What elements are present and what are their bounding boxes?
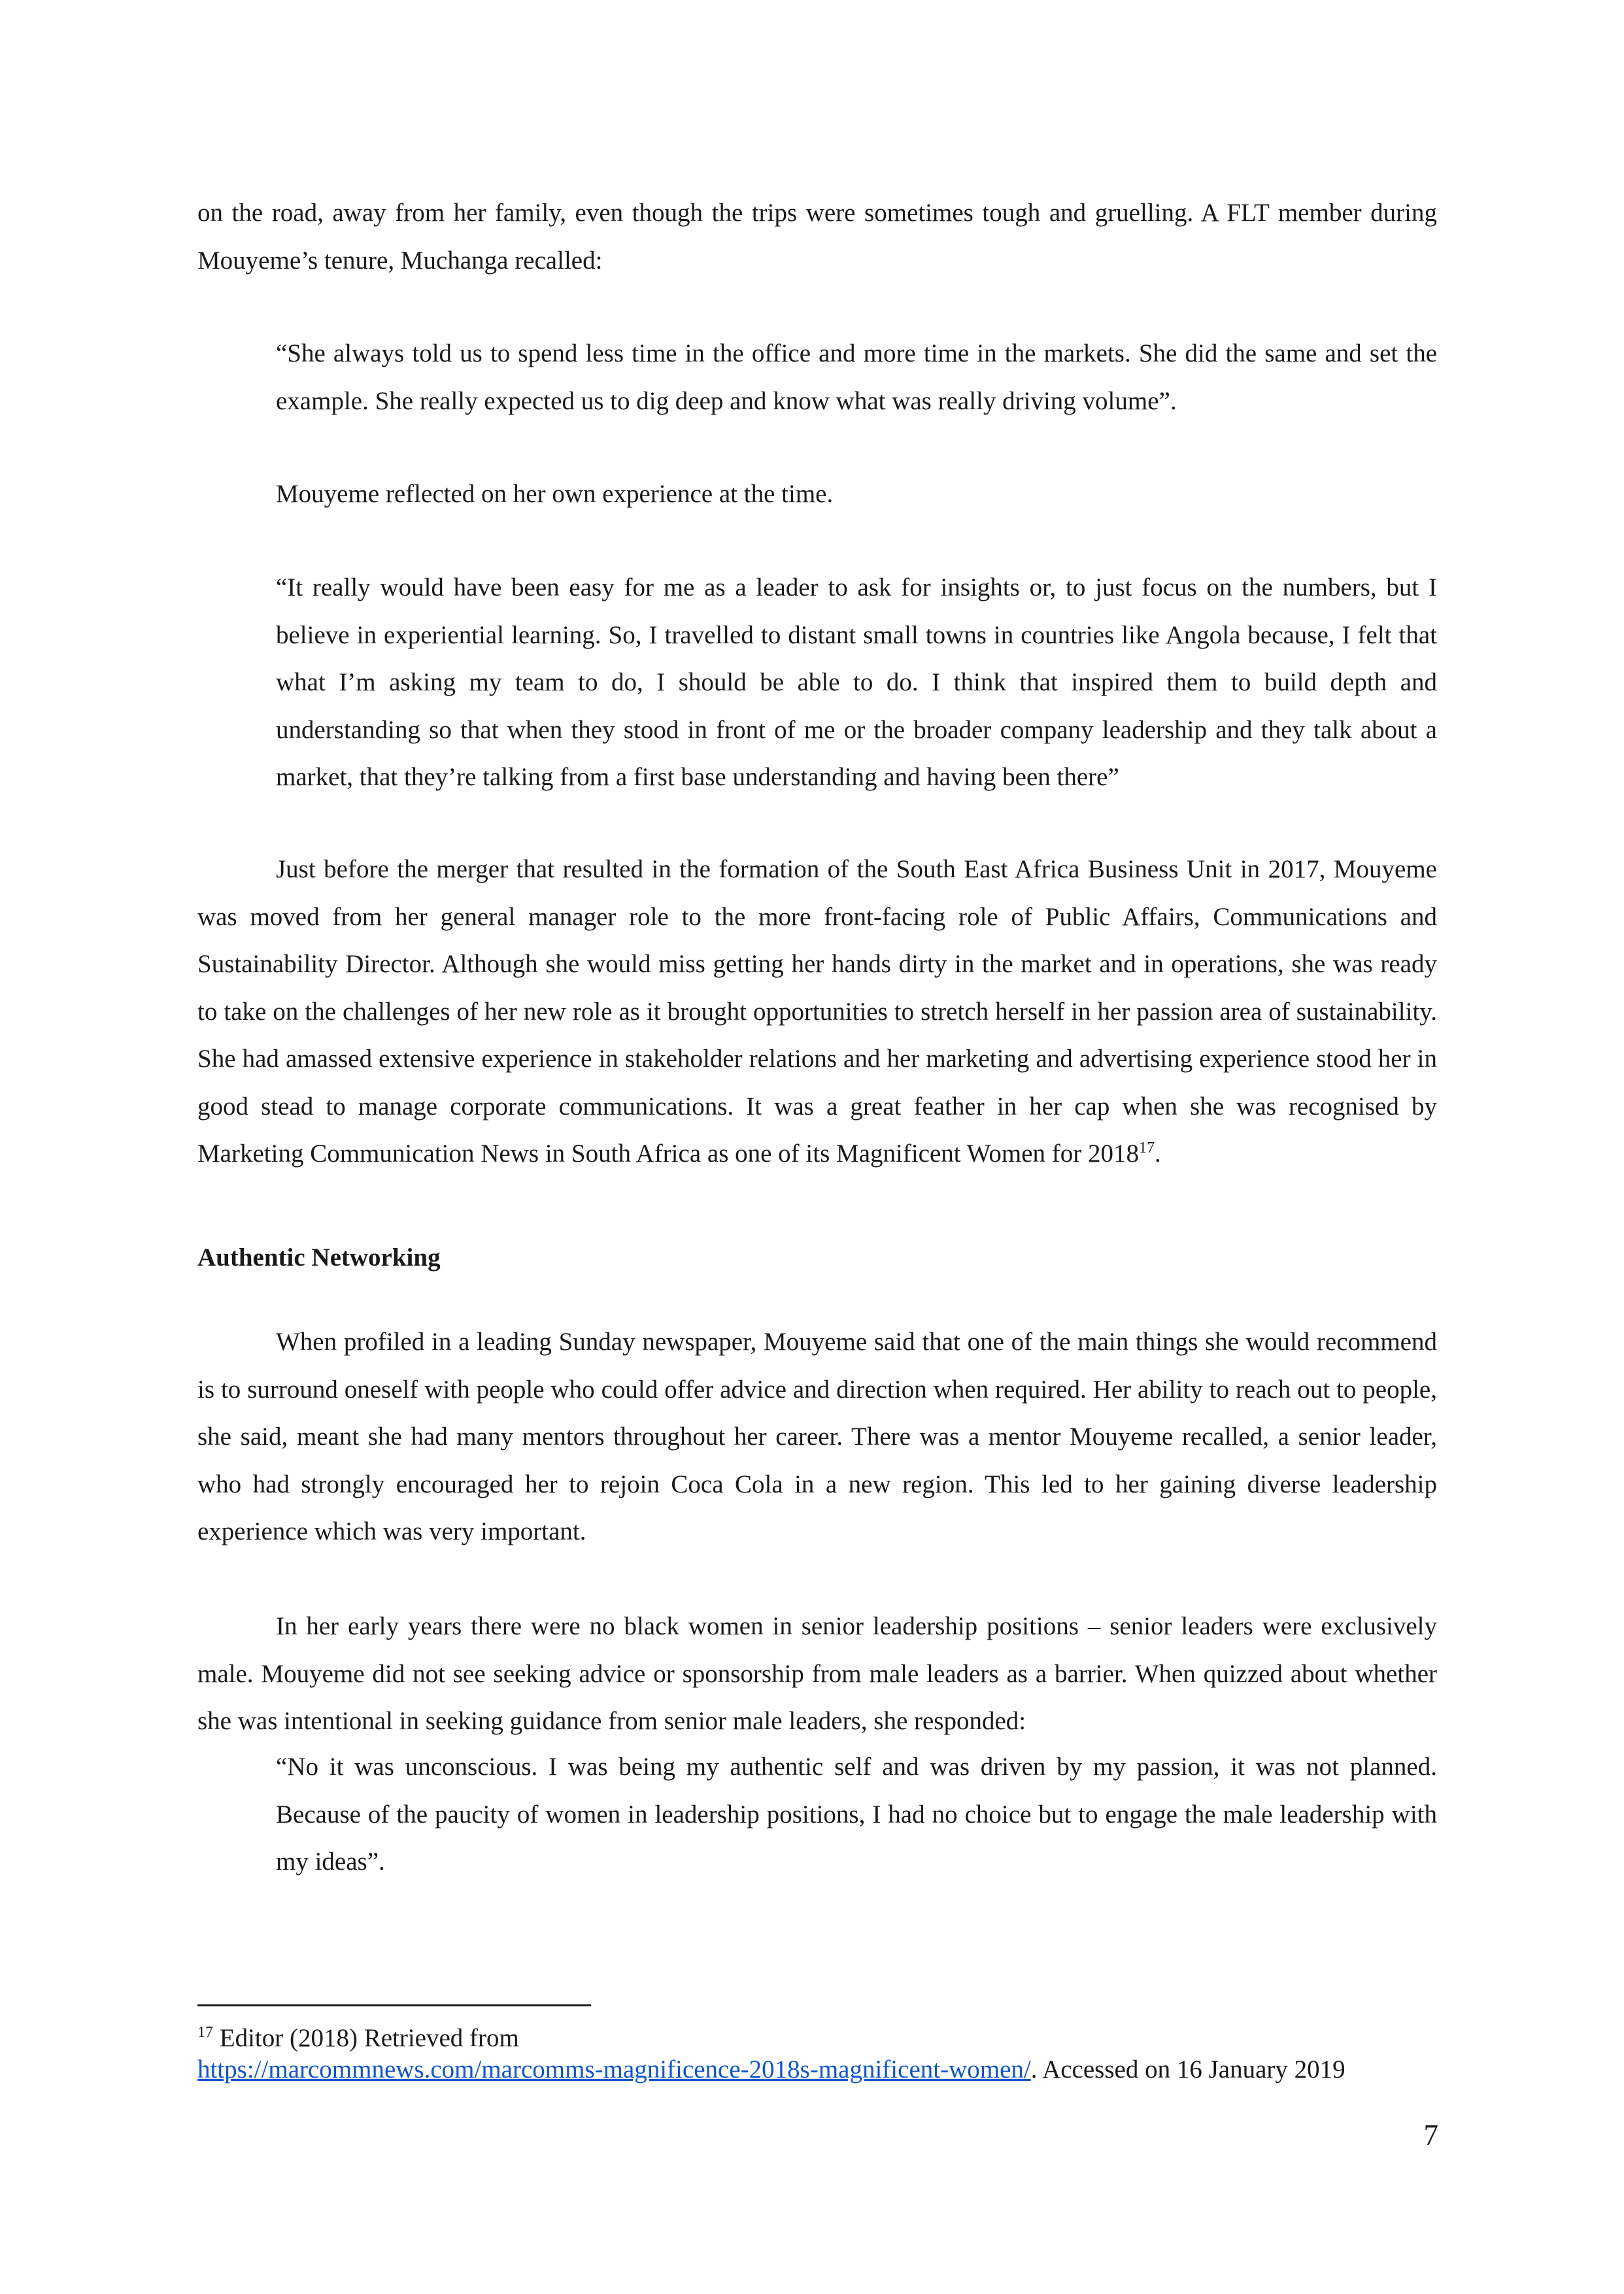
footnote-link[interactable]: https://marcommnews.com/marcomms-magnificence-2018s-magnificent-women/ xyxy=(197,2055,1031,2083)
quote-muchanga: “She always told us to spend less time in the office and more time in the markets. She did the same and set the example. She really expected us to dig deep and know what was really driving volume”. xyxy=(276,339,1437,415)
paragraph-merger-role-change xyxy=(197,846,1437,1178)
footnote-separator xyxy=(197,2004,591,2006)
paragraph-early-years: In her early years there were no black women in senior leadership positions – senior leaders were exclusively male. Mouyeme did not see seeking advice or sponsorship from male leaders as a barrier. When quizzed about whether she was intentional in seeking guidance from senior male leaders, she responded: xyxy=(197,1612,1437,1735)
paragraph-sunday-newspaper-profile: When profiled in a leading Sunday newspaper, Mouyeme said that one of the main things she would recommend is to surround oneself with people who could offer advice and direction when required. Her ability to reach out to people, she said, meant she had many mentors throughout her career. There was a mentor Mouyeme recalled, a senior leader, who had strongly encouraged her to rejoin Coca Cola in a new region. This led to her gaining diverse leadership experience which was very important. xyxy=(197,1328,1437,1545)
section-heading-authentic-networking: Authentic Networking xyxy=(197,1243,441,1272)
quote-unconscious-authentic-self: “No it was unconscious. I was being my authentic self and was driven by my passion, it was not planned. Because of the paucity of women in leadership positions, I had no choice but to engage the male leadership with my ideas”. xyxy=(276,1753,1437,1876)
page-number: 7 xyxy=(1423,2119,1438,2151)
paragraph-mouyeme-reflected: Mouyeme reflected on her own experience at the time. xyxy=(276,480,834,508)
footnote-accessed-text: Accessed on 16 January 2019 xyxy=(1037,2055,1345,2083)
footnote-number: 17 xyxy=(197,2024,213,2041)
quote-mouyeme-experiential-learning: “It really would have been easy for me as a leader to ask for insights or, to just focus on the numbers, but I believe in experiential learning. So, I travelled to distant small towns in countries like Angola because, I felt that what I’m asking my team to do, I should be able to do. I think that inspired them to build depth and understanding so that when they stood in front of me or the broader company leadership and they talk about a market, that they’re talking from a first base understanding and having been there” xyxy=(276,573,1437,791)
footnote-17 xyxy=(197,2023,1400,2085)
paragraph-merger-end: . xyxy=(1154,1139,1161,1168)
paragraph-merger-text: Just before the merger that resulted in the formation of the South East Africa Business Unit in 2017, Mouyeme was moved from her general manager role to the more front-facing role of Public Affairs, Communications and Sustainability Director. Although she would miss getting her hands dirty in the market and in operations, she was ready to take on the challenges of her new role as it brought opportunities to stretch herself in her passion area of sustainability. She had amassed extensive experience in stakeholder relations and her marketing and advertising experience stood her in good stead to manage corporate communications. It was a great feather in her cap when she was recognised by Marketing Communication News in South Africa as one of its Magnificent Women for 2018 xyxy=(197,855,1437,1168)
footnote-reference-17[interactable]: 17 xyxy=(1138,1139,1155,1156)
footnote-source-text: Editor (2018) Retrieved from xyxy=(213,2024,519,2052)
footnote-link-suffix: . xyxy=(1030,2055,1038,2083)
paragraph-road-trips: on the road, away from her family, even though the trips were sometimes tough and gruelling. A FLT member during Mouyeme’s tenure, Muchanga recalled: xyxy=(197,199,1437,275)
